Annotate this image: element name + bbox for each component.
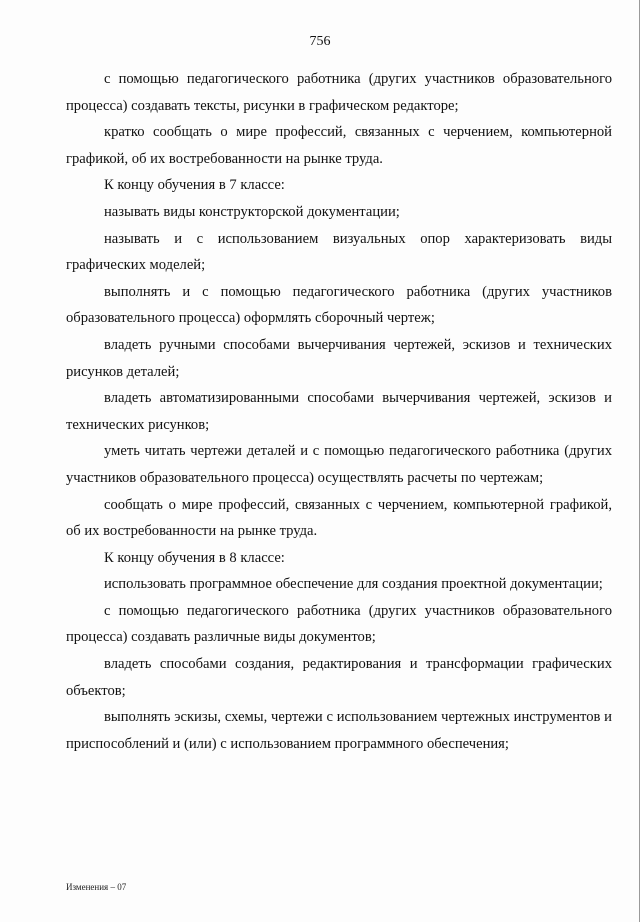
page-number: 756 bbox=[309, 34, 331, 49]
paragraph: с помощью педагогического работника (других участников образовательного процесса) создавать тексты, рисунки в графическом редакторе; bbox=[66, 71, 612, 114]
paragraph: сообщать о мире профессий, связанных с черчением, компьютерной графикой, об их востребованности на рынке труда. bbox=[66, 496, 612, 540]
paragraph: К концу обучения в 8 классе: bbox=[104, 549, 285, 566]
paragraph: выполнять эскизы, схемы, чертежи с использованием чертежных инструментов и приспособлений и (или) с использованием программного обеспечения; bbox=[66, 709, 612, 752]
paragraph: К концу обучения в 7 классе: bbox=[104, 177, 285, 194]
paragraph: называть виды конструкторской документации; bbox=[104, 203, 400, 220]
paragraph: называть и с использованием визуальных опор характеризовать виды графических моделей; bbox=[66, 230, 612, 274]
paragraph: владеть способами создания, редактирования и трансформации графических объектов; bbox=[66, 656, 612, 699]
paragraph: с помощью педагогического работника (других участников образовательного процесса) создавать различные виды документов; bbox=[66, 602, 612, 646]
document-body bbox=[66, 66, 612, 757]
paragraph: владеть автоматизированными способами вычерчивания чертежей, эскизов и технических рисунков; bbox=[66, 390, 612, 433]
paragraph: кратко сообщать о мире профессий, связанных с черчением, компьютерной графикой, об их востребованности на рынке труда. bbox=[66, 124, 612, 167]
paragraph: владеть ручными способами вычерчивания чертежей, эскизов и технических рисунков деталей; bbox=[66, 336, 612, 380]
paragraph: уметь читать чертежи деталей и с помощью педагогического работника (других участников образовательного процесса) осуществлять расчеты по чертежам; bbox=[66, 443, 612, 486]
paragraph: выполнять и с помощью педагогического работника (других участников образовательного процесса) оформлять сборочный чертеж; bbox=[66, 283, 612, 327]
paragraph: использовать программное обеспечение для создания проектной документации; bbox=[104, 576, 603, 593]
footer-revision-note: Изменения – 07 bbox=[66, 882, 127, 892]
